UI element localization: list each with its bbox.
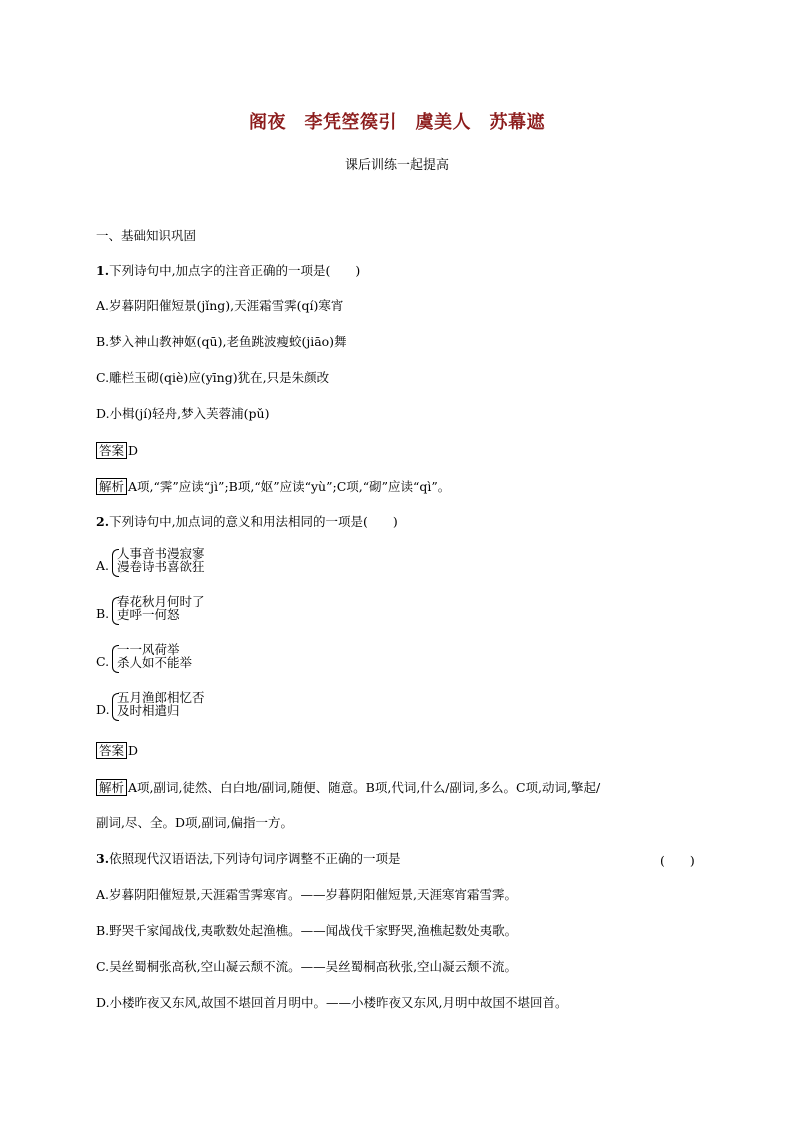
analysis-text: A项,副词,徒然、白白地/副词,随便、随意。B项,代词,什么/副词,多么。C项,动词,擎起/ — [128, 780, 601, 795]
answer-value: D — [128, 743, 139, 758]
answer-tag: 答案 — [96, 442, 127, 459]
q1-answer — [96, 442, 138, 459]
q1-analysis — [96, 478, 450, 495]
q1-option-b: B.梦入神山教神妪(qū),老鱼跳波瘦蛟(jiāo)舞 — [96, 334, 347, 349]
page-subtitle: 课后训练一起提高 — [344, 158, 449, 173]
option-line-2: 杀人如不能举 — [117, 655, 193, 670]
analysis-tag: 解析 — [96, 779, 127, 796]
option-letter: B. — [96, 606, 110, 621]
question-text: 依照现代汉语语法,下列诗句词序调整不正确的一项是 — [109, 851, 401, 866]
answer-tag: 答案 — [96, 742, 127, 759]
analysis-tag: 解析 — [96, 478, 127, 495]
section-heading: 一、基础知识巩固 — [96, 228, 197, 243]
option-line-1: 五月渔郎相忆否 — [117, 690, 205, 705]
option-line-1: 一一风荷举 — [117, 642, 180, 657]
option-letter: A. — [96, 558, 110, 573]
question-3-stem — [96, 851, 401, 867]
question-text: 下列诗句中,加点字的注音正确的一项是( ) — [109, 263, 361, 278]
question-text: 下列诗句中,加点词的意义和用法相同的一项是( ) — [109, 514, 398, 529]
option-line-2: 及时相遣归 — [117, 703, 180, 718]
q1-option-c: C.雕栏玉砌(qiè)应(yīng)犹在,只是朱颜改 — [96, 370, 330, 385]
q1-option-a: A.岁暮阴阳催短景(jǐng),天涯霜雪霁(qí)寒宵 — [96, 298, 344, 313]
question-2-stem — [96, 514, 398, 530]
option-line-1: 人事音书漫寂寥 — [117, 546, 205, 561]
option-line-1: 春花秋月何时了 — [117, 594, 205, 609]
question-number: 2. — [96, 514, 110, 529]
question-number: 1. — [96, 263, 110, 278]
question-number: 3. — [96, 851, 110, 866]
q2-analysis — [96, 779, 600, 796]
q2-analysis-continued: 副词,尽、全。D项,副词,偏指一方。 — [96, 815, 293, 830]
option-letter: D. — [96, 702, 110, 717]
q2-answer — [96, 742, 138, 759]
answer-value: D — [128, 443, 139, 458]
page-title: 阁夜 李凭箜篌引 虞美人 苏幕遮 — [249, 112, 545, 133]
q1-option-d: D.小楫(jí)轻舟,梦入芙蓉浦(pǔ) — [96, 406, 270, 421]
q3-option-a: A.岁暮阴阳催短景,天涯霜雪霁寒宵。——岁暮阴阳催短景,天涯寒宵霜雪霁。 — [96, 887, 517, 902]
option-line-2: 吏呼一何怒 — [117, 607, 180, 622]
q3-option-b: B.野哭千家闻战伐,夷歌数处起渔樵。——闻战伐千家野哭,渔樵起数处夷歌。 — [96, 923, 518, 938]
question-1-stem — [96, 263, 360, 279]
option-letter: C. — [96, 654, 110, 669]
analysis-text: A项,“霁”应读“jì”;B项,“妪”应读“yù”;C项,“砌”应读“qì”。 — [128, 479, 451, 494]
q3-option-d: D.小楼昨夜又东风,故国不堪回首月明中。——小楼昨夜又东风,月明中故国不堪回首。 — [96, 995, 568, 1010]
q3-option-c: C.吴丝蜀桐张高秋,空山凝云颓不流。——吴丝蜀桐高秋张,空山凝云颓不流。 — [96, 959, 518, 974]
answer-paren: ( ) — [660, 853, 695, 868]
option-line-2: 漫卷诗书喜欲狂 — [117, 559, 205, 574]
